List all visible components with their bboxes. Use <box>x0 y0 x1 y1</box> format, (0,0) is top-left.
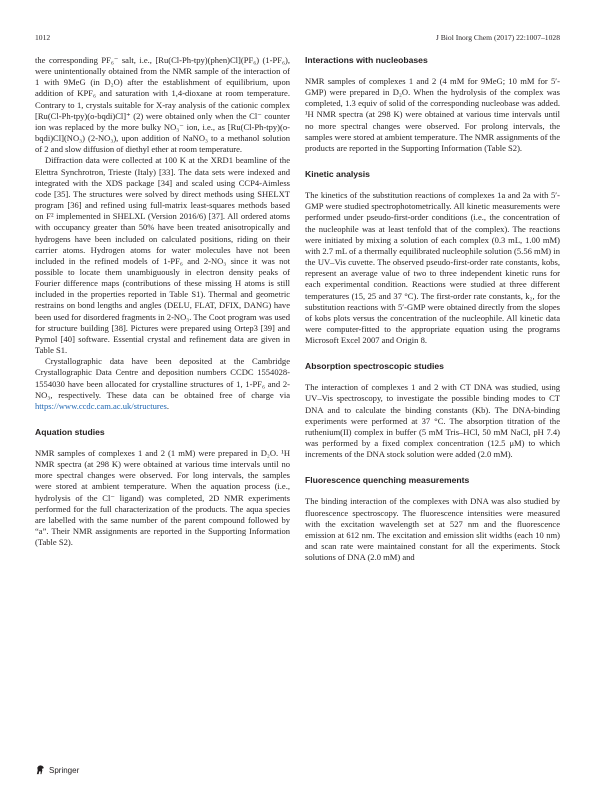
heading-fluorescence-quenching: Fluorescence quenching measurements <box>305 475 470 486</box>
deposit-text: Crystallographic data have been deposited at the Cambridge Crystallographic Data Centre and deposition numbers CCDC 1554028-1554030 have been allocated for crystalline structures of 1, 1-PF₆ and 2-NO₃, respectively. These data can be obtained free of charge via <box>35 356 290 400</box>
heading-interactions-nucleobases: Interactions with nucleobases <box>305 55 428 65</box>
page-header <box>35 31 560 45</box>
paragraph-aquation: NMR samples of complexes 1 and 2 (1 mM) were prepared in D₂O. ¹H NMR spectra (at 298 K) were obtained at various time intervals until no more spectral changes were observed. For long intervals, the samples were stored at ambient temperature. When the aquation process (i.e., hydrolysis of the Cl⁻ ligand) was completed, 2D NMR experiments performed for the full characterization of the products. The aqua species are labelled with the same number of the parent compound followed by “a”. Their NMR assignments are reported in the Supporting Information (Table S2). <box>35 448 290 548</box>
paragraph-kinetic: The kinetics of the substitution reactions of complexes 1a and 2a with 5′-GMP were studied spectrophotometrically. All kinetic measurements were performed under pseudo-first-order conditions (i.e., the concentration of the nucleophile was at least tenfold that of the complex). The reactions were initiated by mixing a solution of each complex (0.3 mL, 1.00 mM) with 2.7 mL of a thermally equilibrated nucleophile solution (5.56 mM) in the UV–Vis cuvette. The observed pseudo-first-order rate constants, kobs, represent an average value of two to three independent kinetic runs for each experimental condition. Reactions were studied at three different temperatures (15, 25 and 37 °C). The first-order rate constants, k₂, for the substitution reactions with 5′-GMP were obtained directly from the slopes of kobs plots versus the concentration of the nucleophile. All kinetic data were computer-fitted to the appropriate equation using the programs Microsoft Excel 2007 and Origin 8. <box>305 190 560 346</box>
heading-absorption-studies: Absorption spectroscopic studies <box>305 361 444 372</box>
paragraph-fluorescence: The binding interaction of the complexes with DNA was also studied by fluorescence spectroscopy. The fluorescence intensities were measured with the excitation wavelength set at 527 nm and the fluorescence emission at 612 nm. The excitation and emission slit widths (each 10 nm) and scan rate were maintained constant for all the experiments. Stock solutions of DNA (2.0 mM) and <box>305 496 560 563</box>
paragraph-diffraction: Diffraction data were collected at 100 K at the XRD1 beamline of the Elettra Synchrotron, Trieste (Italy) [33]. The data sets were indexed and integrated with the XDS package [34] and scaled using CCP4-Aimless code [35]. The structures were solved by direct methods using SHELXT program [36] and refined using full-matrix least-squares methods based on F² implemented in SHELXL (Version 2016/6) [37]. All ordered atoms with occupancy greater than 50% have been treated anisotropically and hydrogens have been included on calculated positions, riding on their carrier atoms. Hydrogen atoms for water molecules have not been included in the refined models of 1-PF₆ and 2-NO₃ since it was not possible to locate them unambiguously in electron density peaks of Fourier difference maps (contributions of these missing H atoms is still included in the properties reported in Table S1). Thermal and geometric restrains on bond lengths and angles (DELU, FLAT, DFIX, DANG) have been used for disordered fragments in 2-NO₃. The Coot program was used for structure building [38]. Pictures were prepared using Ortep3 [39] and Pymol [40] software. Essential crystal and refinement data are given in Table S1. <box>35 155 290 356</box>
page-footer <box>35 764 79 778</box>
left-column <box>35 55 290 548</box>
ccdc-link[interactable]: https://www.ccdc.cam.ac.uk/structures <box>35 400 167 411</box>
paragraph-nucleobases: NMR samples of complexes 1 and 2 (4 mM for 9MeG; 10 mM for 5′-GMP) were prepared in D₂O. When the hydrolysis of the complex was completed, 1.3 equiv of solid of the corresponding nucleobase was added. ¹H NMR spectra (at 298 K) were obtained at various time intervals until no more spectral changes were observed. For prolong intervals, the samples were stored at ambient temperature. The NMR assignments of the products are reported in the Supporting Information (Table S2). <box>305 76 560 153</box>
journal-reference: J Biol Inorg Chem (2017) 22:1007–1028 <box>435 33 560 42</box>
paragraph-crystals: the corresponding PF₆⁻ salt, i.e., [Ru(Cl-Ph-tpy)(phen)Cl](PF₆) (1-PF₆), were unintentionally obtained from the NMR sample of the interaction of 1 with 9MeG (in D₂O) after the establishment of equilibrium, upon addition of KPF₆ and saturation with 1,4-dioxane at room temperature. Contrary to 1, crystals suitable for X-ray analysis of the cationic complex [Ru(Cl-Ph-tpy)(o-bqdi)Cl]⁺ (2) were obtained only when the Cl⁻ counter ion was replaced by the more bulky NO₃⁻ ion, i.e., as [Ru(Cl-Ph-tpy)(o-bqdi)Cl](NO₃) (2-NO₃), upon addition of NaNO₃ to a methanol solution of 2 and slow diffusion of diethyl ether at room temperature. <box>35 55 290 155</box>
paragraph-absorption: The interaction of complexes 1 and 2 with CT DNA was studied, using UV–Vis spectroscopy, to investigate the possible binding modes to CT DNA and to calculate the binding constants (Kb). The DNA-binding experiments were performed at 37 °C. The absorption titration of the ruthenium(II) complex in buffer (5 mM Tris–HCl, 50 mM NaCl, pH 7.4) was performed by a fixed complex concentration (12.5 μM) to which increments of the DNA stock solution were added (2.0 mM). <box>305 382 560 460</box>
page-number: 1012 <box>35 33 51 42</box>
springer-horse-icon <box>35 764 46 775</box>
deposit-text-end: . <box>166 400 170 411</box>
heading-aquation-studies: Aquation studies <box>35 427 105 437</box>
publisher-name: Springer <box>49 766 80 775</box>
right-column <box>305 55 560 563</box>
heading-kinetic-analysis: Kinetic analysis <box>305 169 370 180</box>
paragraph-crystallographic-deposit <box>35 356 290 412</box>
